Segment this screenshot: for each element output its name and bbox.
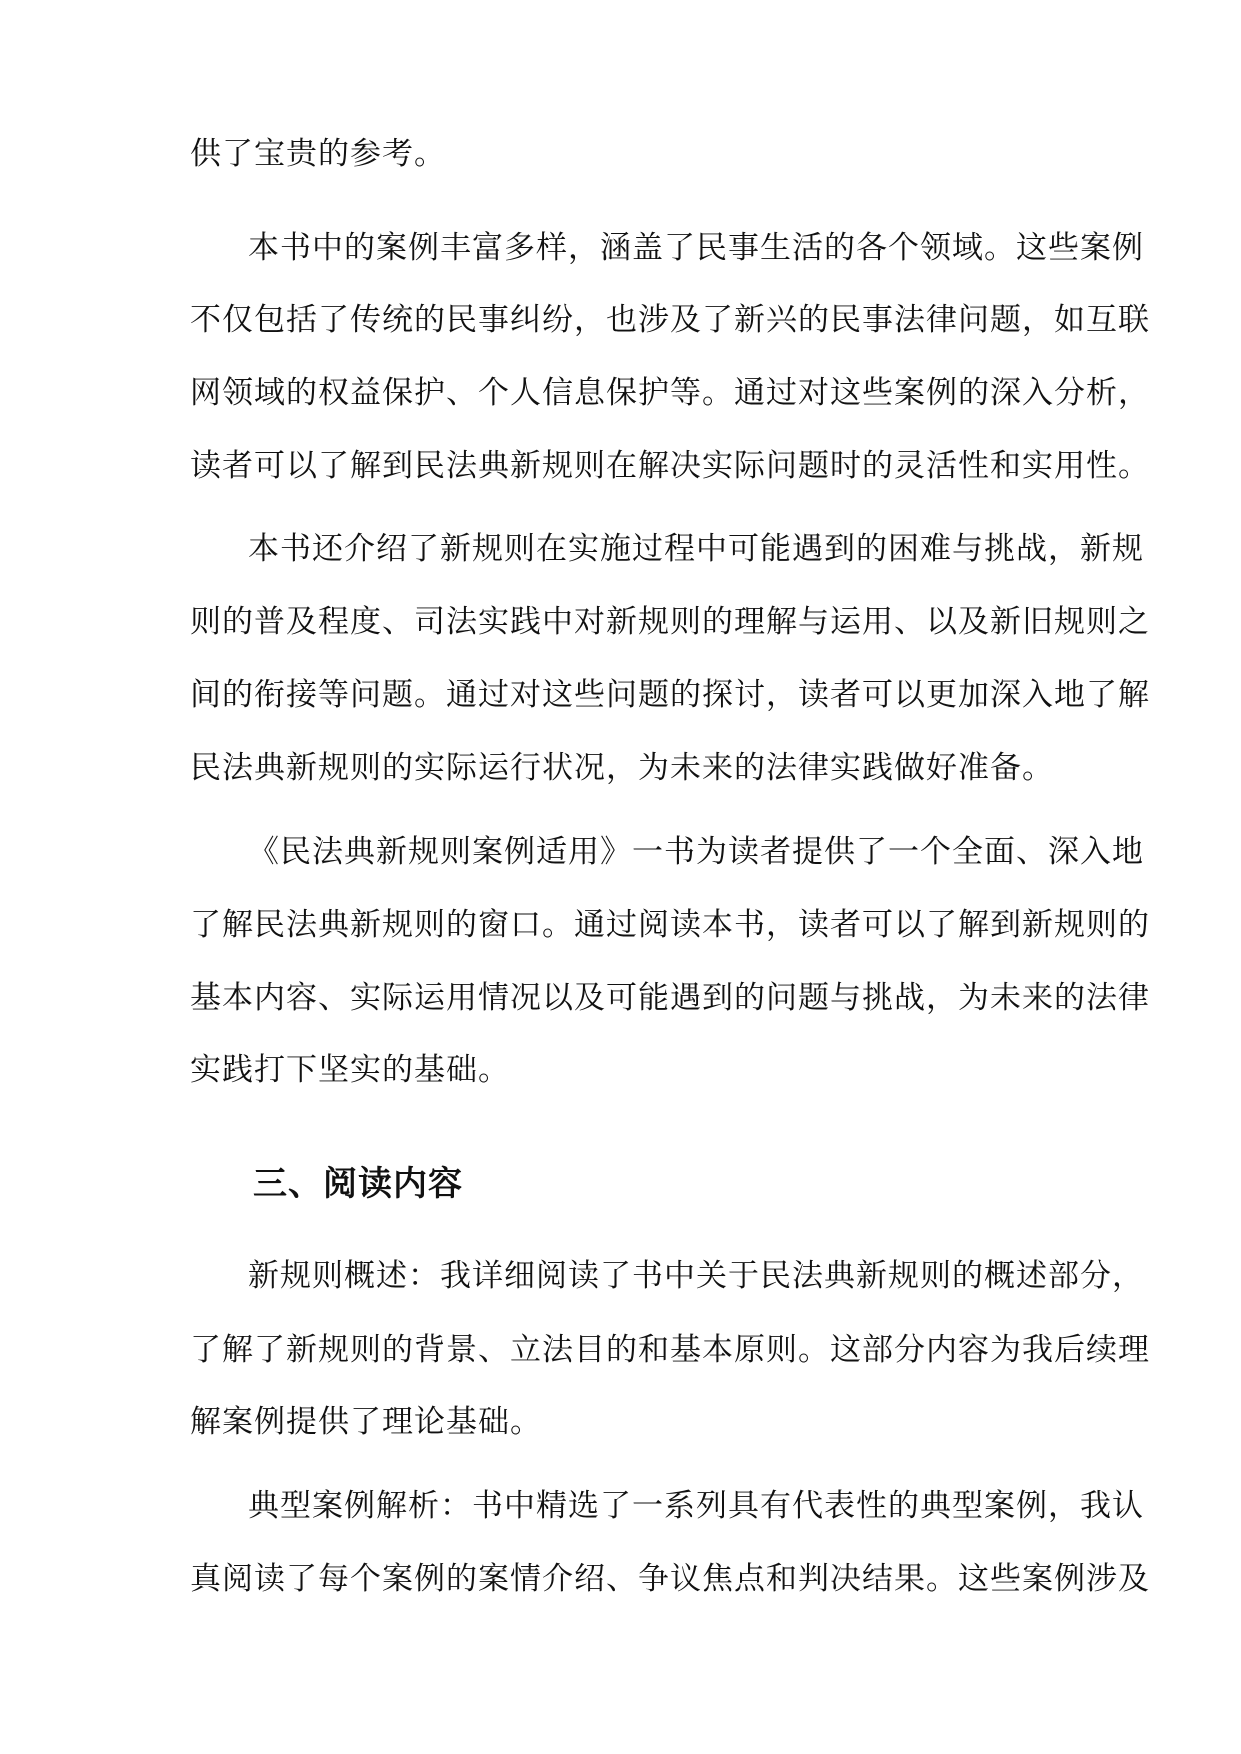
paragraph-line: 读者可以了解到民法典新规则在解决实际问题时的灵活性和实用性。 <box>190 448 1150 484</box>
paragraph-line: 《民法典新规则案例适用》一书为读者提供了一个全面、深入地 <box>248 834 1144 870</box>
section-heading: 三、阅读内容 <box>253 1164 463 1204</box>
paragraph-line: 基本内容、实际运用情况以及可能遇到的问题与挑战，为未来的法律 <box>190 980 1150 1016</box>
paragraph-line: 本书还介绍了新规则在实施过程中可能遇到的困难与挑战，新规 <box>248 531 1144 567</box>
paragraph-line: 实践打下坚实的基础。 <box>190 1052 510 1088</box>
paragraph-line: 网领域的权益保护、个人信息保护等。通过对这些案例的深入分析， <box>190 375 1150 411</box>
paragraph-line: 不仅包括了传统的民事纠纷，也涉及了新兴的民事法律问题，如互联 <box>190 302 1150 338</box>
paragraph-line: 典型案例解析：书中精选了一系列具有代表性的典型案例，我认 <box>248 1488 1144 1524</box>
paragraph-line: 民法典新规则的实际运行状况，为未来的法律实践做好准备。 <box>190 750 1054 786</box>
paragraph-line: 供了宝贵的参考。 <box>190 136 446 172</box>
paragraph-line: 了解了新规则的背景、立法目的和基本原则。这部分内容为我后续理 <box>190 1332 1150 1368</box>
paragraph-line: 了解民法典新规则的窗口。通过阅读本书，读者可以了解到新规则的 <box>190 907 1150 943</box>
paragraph-line: 解案例提供了理论基础。 <box>190 1404 542 1440</box>
paragraph-line: 真阅读了每个案例的案情介绍、争议焦点和判决结果。这些案例涉及 <box>190 1561 1150 1597</box>
paragraph-line: 间的衔接等问题。通过对这些问题的探讨，读者可以更加深入地了解 <box>190 677 1150 713</box>
paragraph-line: 新规则概述：我详细阅读了书中关于民法典新规则的概述部分， <box>248 1258 1144 1294</box>
paragraph-line: 本书中的案例丰富多样，涵盖了民事生活的各个领域。这些案例 <box>248 230 1144 266</box>
paragraph-line: 则的普及程度、司法实践中对新规则的理解与运用、以及新旧规则之 <box>190 604 1150 640</box>
